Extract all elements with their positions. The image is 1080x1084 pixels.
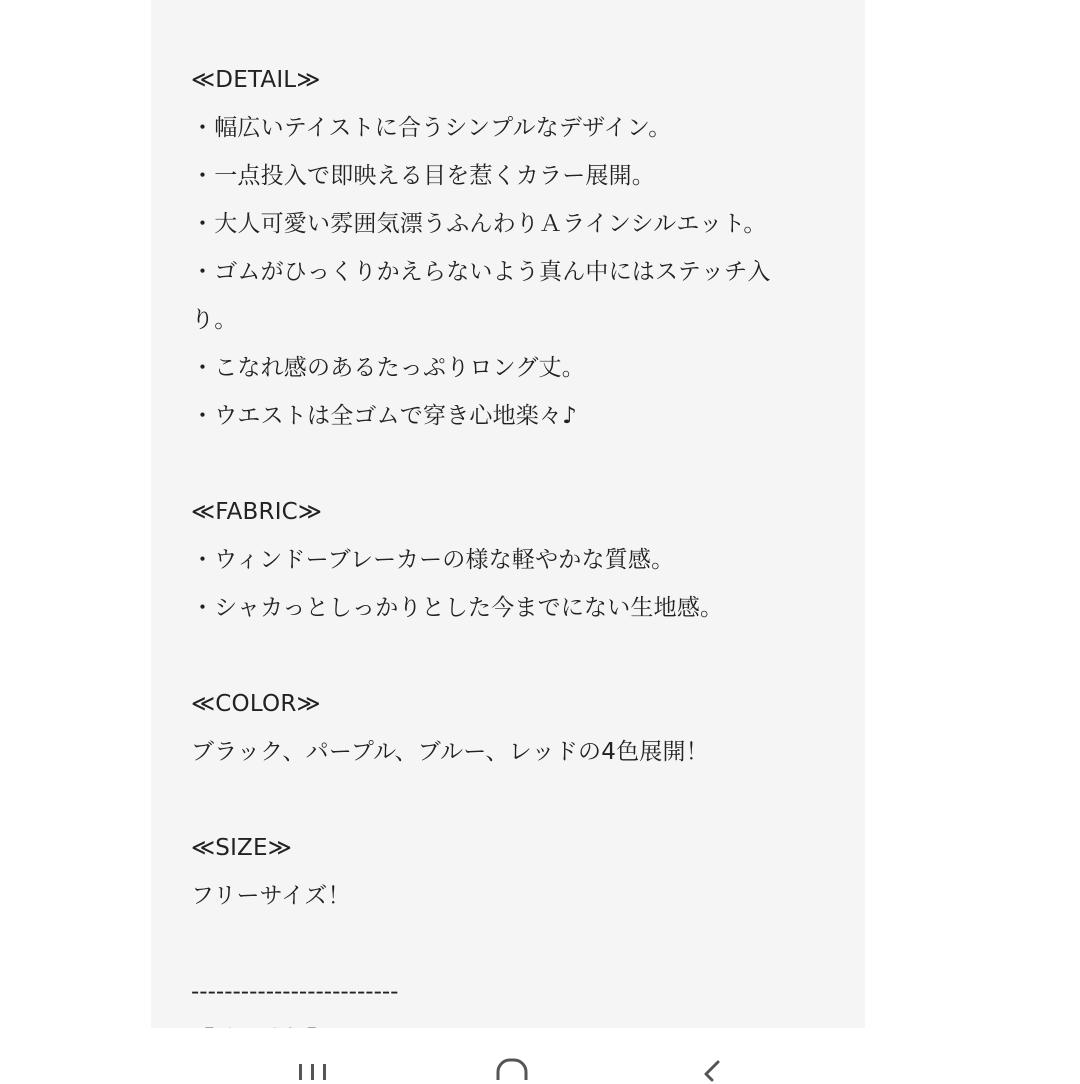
section-heading-color: ≪COLOR≫	[191, 691, 321, 717]
recent-apps-icon	[293, 1058, 333, 1080]
fabric-item: ・ウィンドーブレーカーの様な軽やかな質感。	[191, 547, 675, 573]
detail-item: ・幅広いテイストに合うシンプルなデザイン。	[191, 115, 672, 141]
detail-item: ・大人可愛い雰囲気漂うふんわりＡラインシルエット。	[191, 211, 767, 237]
divider-dashes: -------------------------	[191, 979, 399, 1005]
detail-item-continued: り。	[191, 307, 238, 333]
home-icon	[492, 1058, 532, 1080]
detail-item: ・こなれ感のあるたっぷりロング丈。	[191, 355, 585, 381]
detail-item: ・ゴムがひっくりかえらないよう真ん中にはステッチ入	[191, 259, 771, 285]
description-text	[191, 56, 831, 1064]
back-button[interactable]	[694, 1058, 734, 1080]
back-icon	[694, 1058, 734, 1080]
blank-line	[191, 632, 831, 680]
blank-line	[191, 440, 831, 488]
blank-line	[191, 920, 831, 968]
size-info: フリーサイズ！	[191, 883, 351, 909]
section-heading-detail: ≪DETAIL≫	[191, 67, 321, 93]
blank-line	[191, 776, 831, 824]
product-description-panel[interactable]	[151, 0, 865, 1028]
section-heading-fabric: ≪FABRIC≫	[191, 499, 323, 525]
detail-item: ・ウエストは全ゴムで穿き心地楽々♪	[191, 403, 578, 429]
detail-item: ・一点投入で即映える目を惹くカラー展開。	[191, 163, 655, 189]
recent-apps-button[interactable]	[293, 1058, 333, 1080]
color-info: ブラック、パープル、ブルー、レッドの4色展開！	[191, 739, 709, 765]
system-navigation-bar	[0, 1028, 1080, 1080]
fabric-item: ・シャカっとしっかりとした今までにない生地感。	[191, 595, 724, 621]
home-button[interactable]	[492, 1058, 532, 1080]
section-heading-size: ≪SIZE≫	[191, 835, 293, 861]
